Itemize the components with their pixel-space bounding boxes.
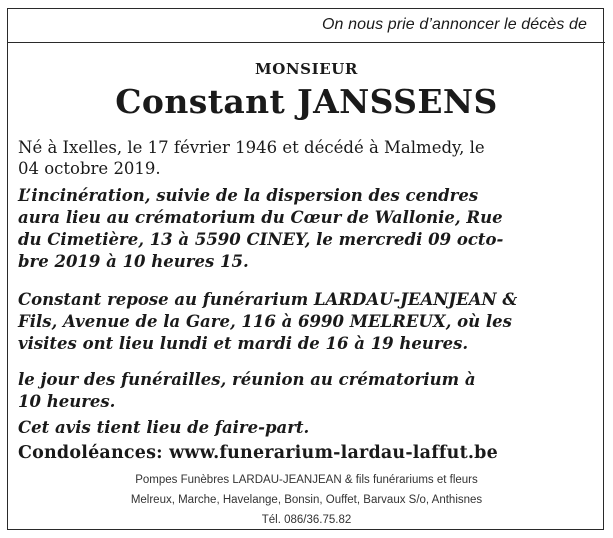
incineration-line: bre 2019 à 10 heures 15. — [18, 252, 249, 271]
incineration-line: L’incinération, suivie de la dispersion des cendres — [18, 186, 479, 205]
birth-death-paragraph — [18, 137, 598, 179]
funeral-day-line: 10 heures. — [18, 392, 116, 411]
notice-statement-text: Cet avis tient lieu de faire-part. — [18, 418, 310, 437]
repose-line: Fils, Avenue de la Gare, 116 à 6990 MELREUX, où les — [18, 312, 512, 331]
funeral-home-name: Pompes Funèbres LARDAU-JEANJEAN & fils funérariums et fleurs — [135, 474, 478, 486]
incineration-line: aura lieu au crématorium du Cœur de Wallonie, Rue — [18, 208, 503, 227]
notice-statement — [18, 417, 598, 439]
funeral-day-line: le jour des funérailles, réunion au crématorium à — [18, 370, 476, 389]
birth-line: 04 octobre 2019. — [18, 159, 161, 178]
repose-paragraph — [18, 289, 598, 355]
birth-line: Né à Ixelles, le 17 février 1946 et décédé à Malmedy, le — [18, 138, 485, 157]
funeral-home-phone: Tél. 086/36.75.82 — [261, 514, 352, 526]
incineration-line: du Cimetière, 13 à 5590 CINEY, le mercredi 09 octo- — [18, 230, 504, 249]
funeral-day-paragraph — [18, 369, 598, 413]
intro-text: On nous prie d’annoncer le décès de — [321, 16, 587, 33]
incineration-paragraph — [18, 185, 598, 273]
top-divider — [7, 42, 605, 43]
condolences-link[interactable]: Condoléances: www.funerarium-lardau-laffut.be — [18, 443, 498, 463]
deceased-name: Constant JANSSENS — [115, 82, 498, 121]
repose-line: visites ont lieu lundi et mardi de 16 à 19 heures. — [18, 334, 469, 353]
repose-line: Constant repose au funérarium LARDAU-JEANJEAN & — [18, 290, 518, 309]
funeral-home-locations: Melreux, Marche, Havelange, Bonsin, Ouffet, Barvaux S/o, Anthisnes — [130, 494, 483, 506]
salutation: MONSIEUR — [254, 60, 358, 78]
